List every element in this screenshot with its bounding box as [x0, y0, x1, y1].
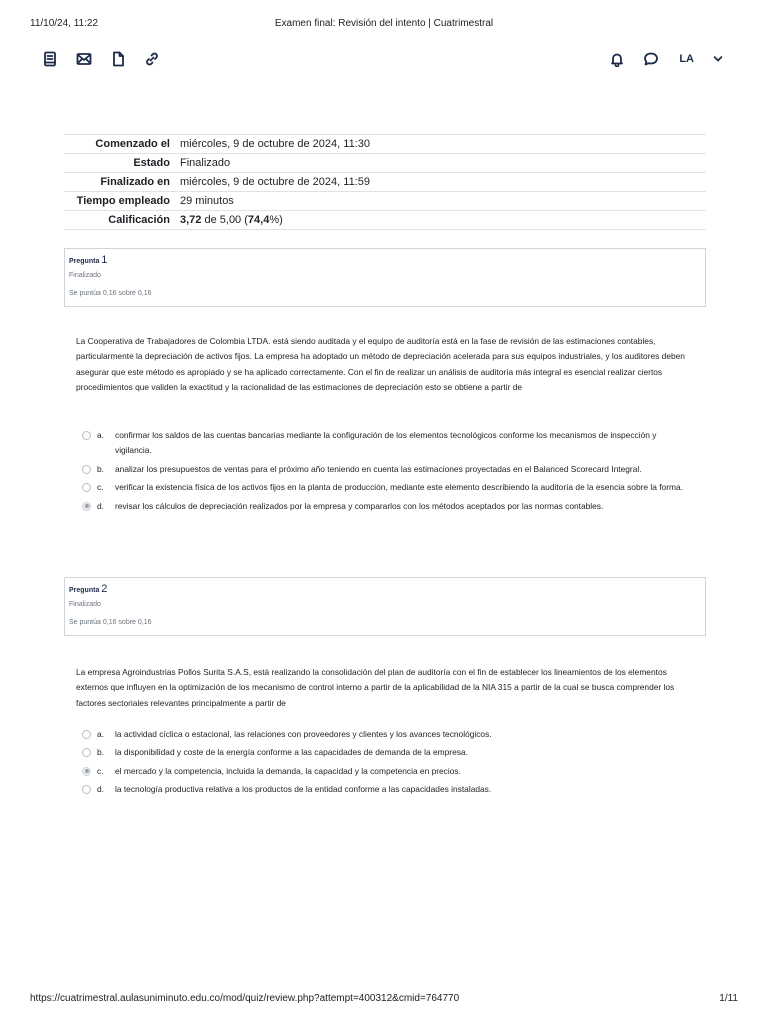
question-text: La Cooperativa de Trabajadores de Colombia LTDA. está siendo auditada y el equipo de auditoría está en la fase de revisión de las estimaciones contables, particularmente la depreciación de activos fijos. La empresa ha adoptado un método de depreciación acelerada para sus equipos industriales, y los auditores deben asegurar que este método es apropiado y se ha aplicado correctamente. Con el fin de realizar un análisis de auditoría más integral es esencial realizar ciertos procedimientos que validen la exactitud y la racionalidad de las estimaciones de depreciación esto se obtiene a partir de [76, 336, 685, 393]
answer-text: la disponibilidad y coste de la energía conforme a las capacidades de demanda de la empresa. [115, 747, 468, 758]
radio-button[interactable] [82, 748, 91, 757]
answer-letter: a. [97, 729, 104, 739]
answer-text: la actividad cíclica o estacional, las relaciones con proveedores y clientes y los avances tecnológicos. [115, 729, 492, 739]
print-footer [30, 993, 738, 1007]
summary-value: 29 minutos [180, 195, 234, 207]
answer-text: el mercado y la competencia, incluida la demanda, la capacidad y la competencia en precios. [115, 765, 461, 776]
question-number-value: 2 [101, 583, 108, 595]
answer-option[interactable] [82, 727, 692, 742]
summary-label: Tiempo empleado [76, 195, 170, 207]
answer-letter: c. [97, 765, 104, 776]
summary-label: Comenzado el [95, 138, 170, 150]
answer-option[interactable] [82, 480, 692, 495]
print-datetime: 11/10/24, 11:22 [30, 18, 99, 29]
answer-list [82, 727, 692, 801]
link-icon[interactable] [142, 48, 162, 70]
answer-option[interactable] [82, 499, 692, 514]
radio-button-selected[interactable] [82, 767, 91, 776]
answer-option[interactable] [82, 428, 692, 459]
answer-letter: b. [97, 747, 104, 758]
summary-row-time-taken [64, 192, 706, 211]
question-label: Pregunta [69, 587, 100, 594]
chevron-down-icon[interactable] [708, 48, 728, 70]
question-info-box [64, 577, 706, 636]
summary-label: Finalizado en [100, 176, 170, 188]
radio-button[interactable] [82, 483, 91, 492]
mail-icon[interactable] [74, 48, 94, 70]
radio-button[interactable] [82, 465, 91, 474]
answer-text: confirmar los saldos de las cuentas bancarias mediante la configuración de los elementos tecnológicos conforme los mecanismos de inspección y vigilancia. [115, 430, 657, 456]
question-text: La empresa Agroindustrias Pollos Surita S.A.S, está realizando la consolidación del plan de auditoría con el fin de establecer los lineamientos de los elementos externos que influyen en la optimización de los mecanismo de control interno a partir de la aplicabilidad de la NIA 315 a partir de la cual se busca comprender los factores sectoriales relevantes principalmente a partir de [76, 667, 675, 708]
attempt-summary-table [64, 134, 706, 230]
question-label: Pregunta [69, 258, 100, 265]
radio-button[interactable] [82, 730, 91, 739]
print-url: https://cuatrimestral.aulasuniminuto.edu.co/mod/quiz/review.php?attempt=400312&cmid=764770 [30, 993, 460, 1004]
answer-text: verificar la existencia física de los activos fijos en la planta de producción, mediante este elemento describiendo la auditoría de la esencia sobre la forma. [115, 482, 683, 493]
answer-text: analizar los presupuestos de ventas para el próximo año teniendo en cuenta las estimaciones proyectadas en el Balanced Scorecard Integral. [115, 463, 642, 474]
summary-value: miércoles, 9 de octubre de 2024, 11:59 [180, 176, 370, 188]
answer-list [82, 428, 692, 517]
answer-letter: d. [97, 784, 104, 795]
grade-mid: de 5,00 ( [201, 214, 248, 226]
radio-button-selected[interactable] [82, 502, 91, 511]
question-state: Finalizado [69, 272, 101, 279]
answer-option[interactable] [82, 782, 692, 797]
question-grade: Se puntúa 0,16 sobre 0,16 [69, 290, 152, 297]
summary-label: Estado [133, 157, 170, 169]
question-state: Finalizado [69, 601, 101, 608]
bell-icon[interactable] [607, 48, 627, 70]
navbar-left-icons [40, 48, 162, 70]
summary-value: Finalizado [180, 157, 231, 169]
print-header [30, 18, 738, 32]
user-menu-initials[interactable]: LA [679, 53, 694, 65]
answer-text: la tecnología productiva relativa a los productos de la entidad conforme a las capacidades instaladas. [115, 784, 492, 795]
answer-letter: a. [97, 430, 104, 440]
summary-row-state [64, 154, 706, 173]
question-grade: Se puntúa 0,16 sobre 0,16 [69, 619, 152, 626]
summary-label: Calificación [108, 214, 170, 226]
answer-letter: b. [97, 463, 104, 474]
question-number [69, 254, 701, 268]
answer-text: revisar los cálculos de depreciación realizados por la empresa y compararlos con los métodos aceptados por las normas contables. [115, 500, 604, 511]
book-icon[interactable] [40, 48, 60, 70]
chat-icon[interactable] [641, 48, 661, 70]
answer-option[interactable] [82, 745, 692, 760]
radio-button[interactable] [82, 431, 91, 440]
grade-percent: 74,4 [247, 214, 270, 226]
question-number [69, 583, 701, 597]
print-page-number: 1/11 [719, 993, 738, 1004]
grade-end: %) [269, 214, 283, 226]
summary-value: miércoles, 9 de octubre de 2024, 11:30 [180, 138, 370, 150]
answer-letter: c. [97, 482, 104, 493]
navbar [40, 48, 728, 72]
summary-row-finished [64, 173, 706, 192]
answer-option[interactable] [82, 764, 692, 779]
summary-row-started [64, 135, 706, 154]
file-icon[interactable] [108, 48, 128, 70]
question-info-box [64, 248, 706, 307]
summary-grade-value [176, 211, 706, 230]
print-page-title: Examen final: Revisión del intento | Cuatrimestral [274, 18, 494, 29]
answer-letter: d. [97, 500, 104, 511]
answer-option[interactable] [82, 462, 692, 477]
navbar-right-icons [607, 48, 728, 70]
radio-button[interactable] [82, 785, 91, 794]
question-number-value: 1 [101, 254, 108, 266]
grade-score: 3,72 [180, 214, 202, 226]
summary-row-grade [64, 211, 706, 230]
